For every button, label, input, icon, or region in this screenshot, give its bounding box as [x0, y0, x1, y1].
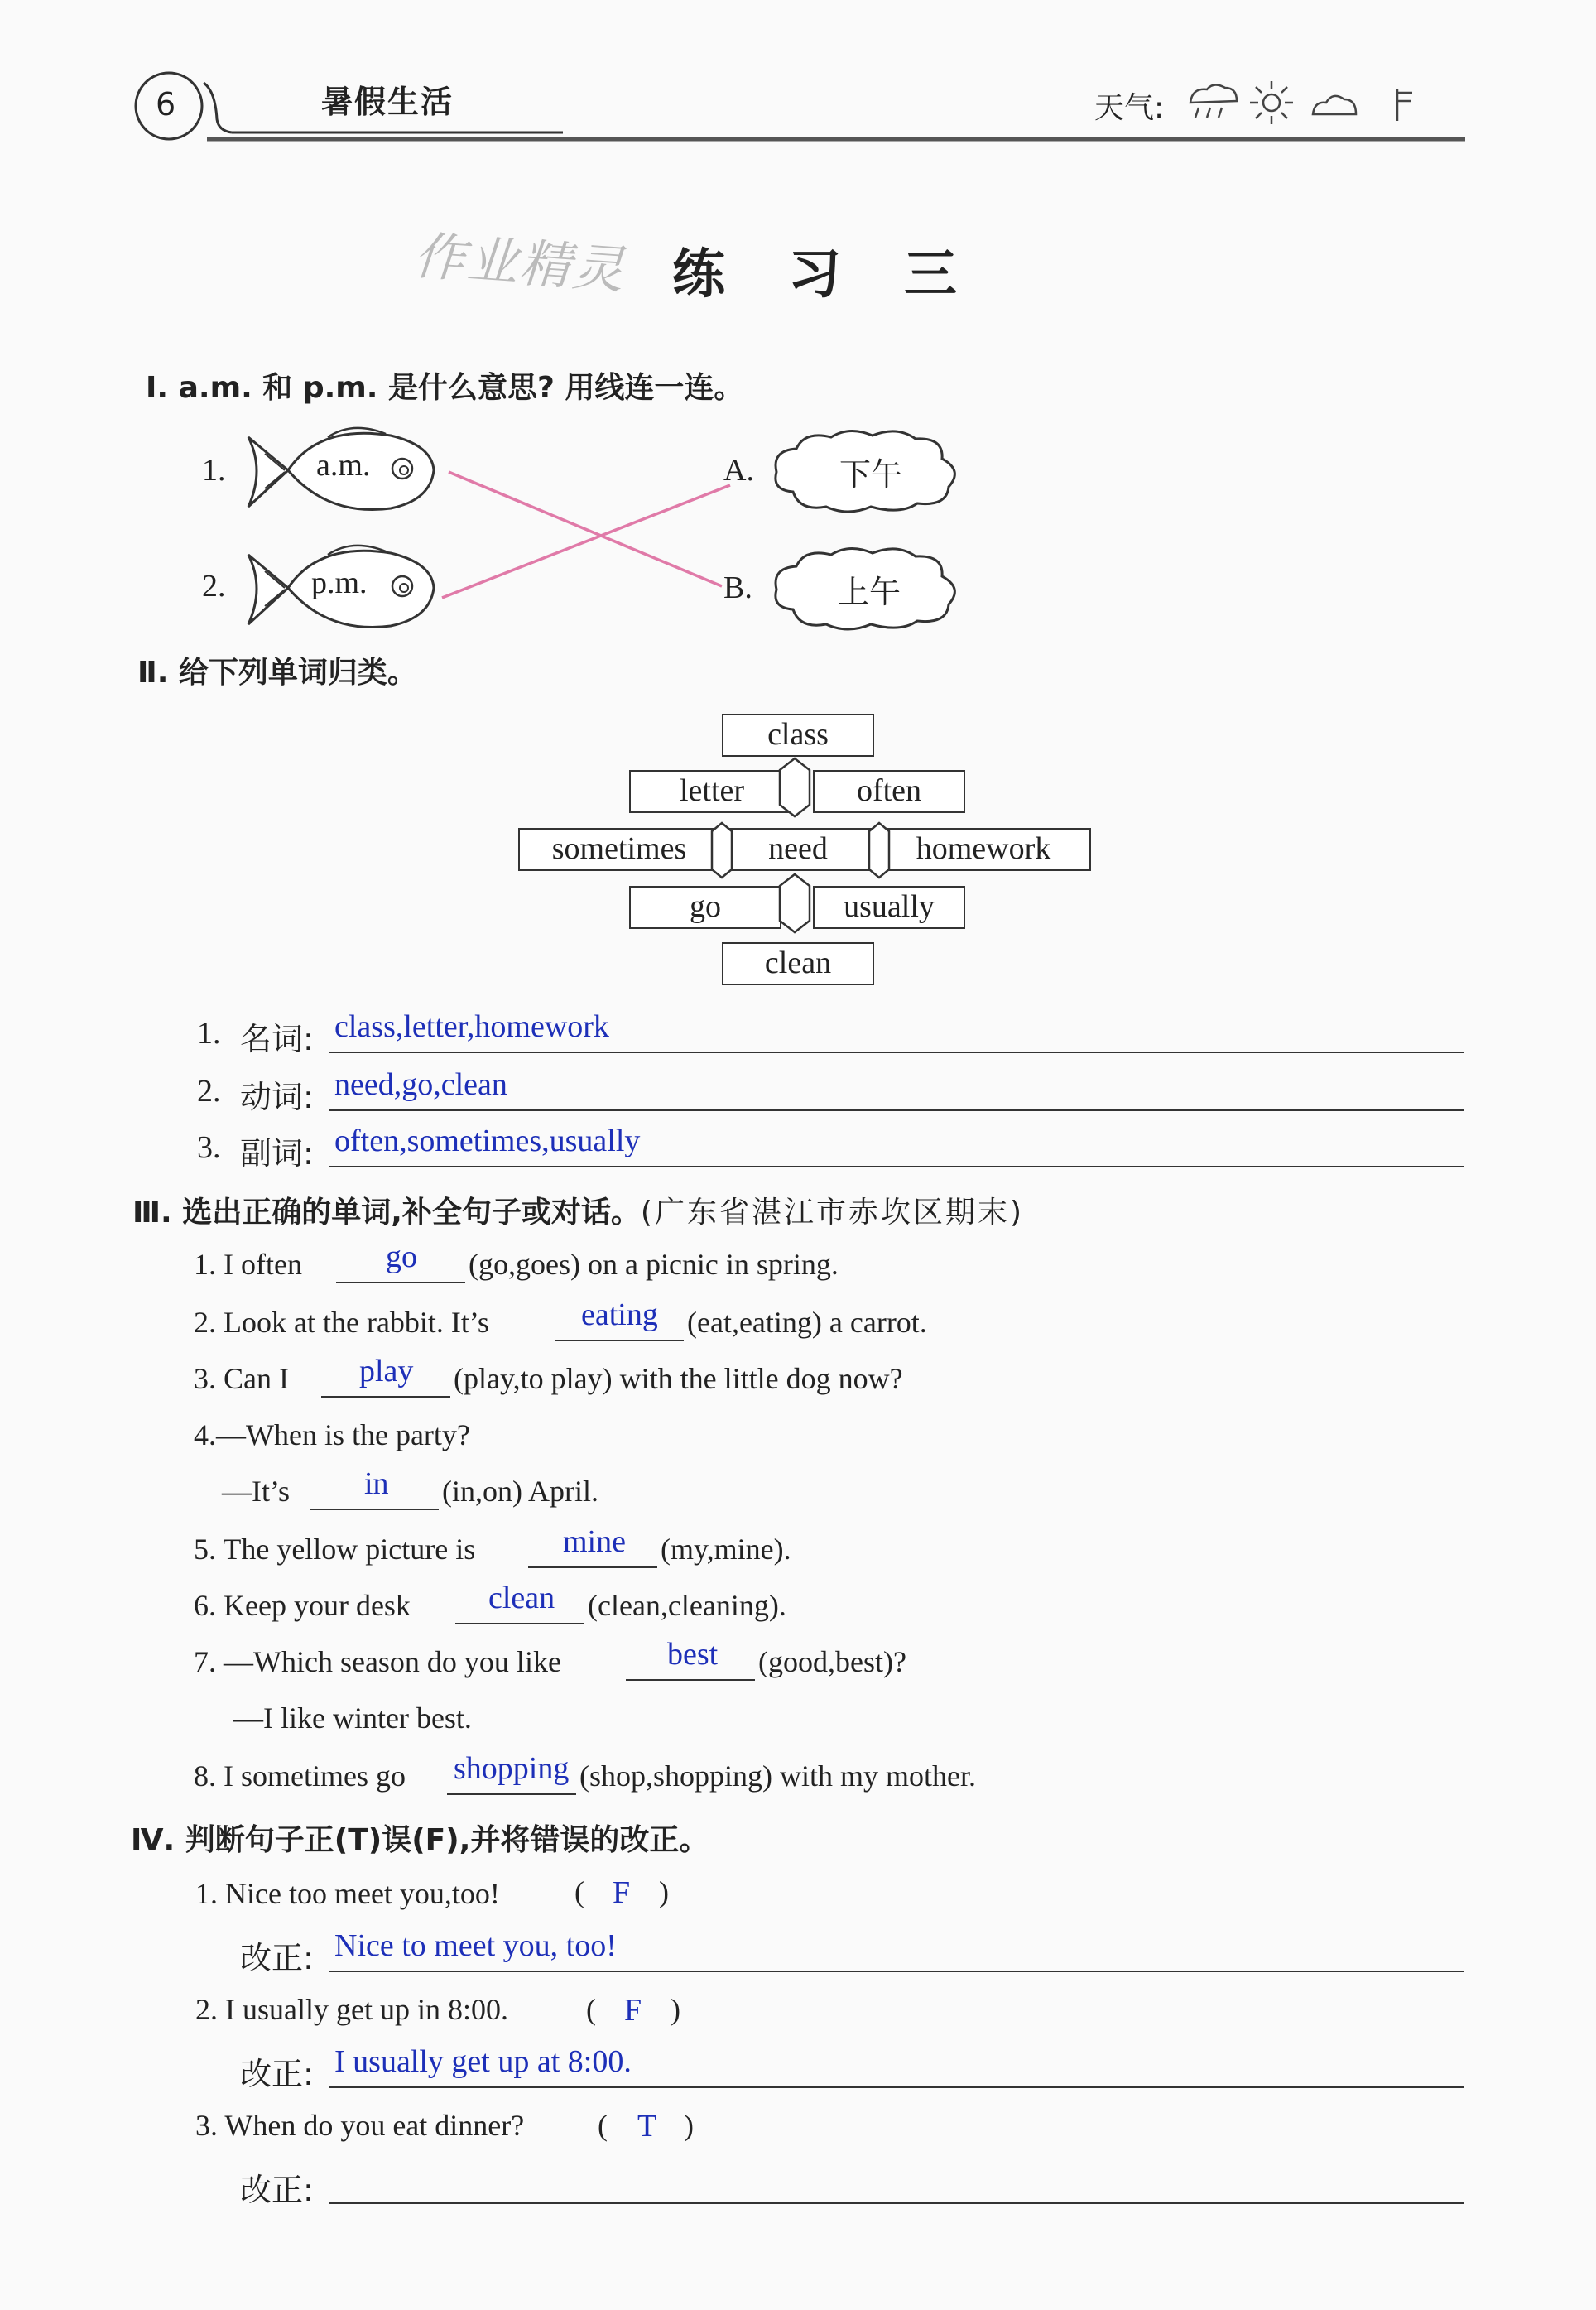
fill-answer: in	[364, 1466, 389, 1501]
answer-line	[329, 1166, 1464, 1167]
match-item-num: 2.	[202, 569, 226, 604]
word-box: sometimes	[518, 828, 720, 871]
fill-answer: go	[386, 1239, 417, 1274]
judge-item: 2. I usually get up in 8:00.	[195, 1993, 508, 2026]
fill-item: 1. I often	[194, 1248, 302, 1281]
fill-blank	[447, 1793, 576, 1795]
fill-blank	[310, 1509, 439, 1510]
fill-answer: best	[667, 1637, 719, 1672]
fill-blank	[528, 1566, 657, 1568]
judge-paren-open: (	[598, 2109, 608, 2142]
row-num: 2.	[197, 1074, 221, 1109]
noun-answer: class,letter,homework	[334, 1009, 609, 1044]
word-box: homework	[876, 828, 1091, 871]
answer-line	[329, 1052, 1464, 1053]
word-box: go	[629, 886, 781, 929]
fill-rest: (good,best)?	[758, 1645, 906, 1678]
fill-item: —It’s	[222, 1475, 291, 1508]
judge-paren-close: )	[659, 1875, 669, 1908]
judge-paren-open: (	[574, 1875, 584, 1908]
fix-label: 改正:	[240, 1940, 314, 1976]
book-title: 暑假生活	[321, 84, 454, 120]
fill-blank	[555, 1340, 684, 1341]
word-box: class	[722, 714, 874, 757]
correction-answer: I usually get up at 8:00.	[334, 2044, 632, 2079]
section1-heading: Ⅰ. a.m. 和 p.m. 是什么意思? 用线连一连。	[146, 371, 744, 405]
match-lines	[430, 455, 745, 613]
watermark: 作业精灵	[411, 225, 627, 301]
fill-item: 8. I sometimes go	[194, 1759, 406, 1793]
option-letter: A.	[723, 453, 754, 488]
judge-paren-close: )	[671, 1993, 680, 2026]
fill-item: 5. The yellow picture is	[194, 1533, 476, 1566]
fill-item: 4.—When is the party?	[194, 1418, 470, 1451]
fill-answer: shopping	[454, 1751, 570, 1786]
fill-rest: (go,goes) on a picnic in spring.	[469, 1248, 839, 1281]
fill-rest: (play,to play) with the little dog now?	[454, 1362, 903, 1395]
section3-heading	[132, 1189, 1024, 1231]
section4-heading: Ⅳ. 判断句子正(T)误(F),并将错误的改正。	[131, 1823, 709, 1857]
row-label: 动词:	[240, 1079, 314, 1115]
fill-rest: (my,mine).	[661, 1533, 791, 1566]
correction-answer: Nice to meet you, too!	[334, 1928, 617, 1963]
row-num: 3.	[197, 1130, 221, 1165]
fill-answer: mine	[563, 1524, 626, 1559]
cloud-label: 上午	[838, 574, 901, 610]
word-box: clean	[722, 942, 874, 985]
row-label: 副词:	[240, 1135, 314, 1172]
diagram-connectors	[705, 815, 896, 889]
fill-blank	[455, 1623, 584, 1624]
fill-blank	[626, 1679, 755, 1681]
answer-line	[329, 2202, 1464, 2204]
judge-item: 3. When do you eat dinner?	[195, 2109, 525, 2142]
judge-paren-open: (	[586, 1993, 596, 2026]
exercise-title: 练 习 三	[672, 245, 982, 304]
match-item-num: 1.	[202, 453, 226, 488]
page-number: 6	[156, 86, 176, 123]
answer-line	[329, 1109, 1464, 1111]
fill-rest: (in,on) April.	[442, 1475, 598, 1508]
fill-blank	[321, 1396, 450, 1398]
row-label: 名词:	[240, 1021, 314, 1057]
fill-answer: clean	[488, 1581, 555, 1615]
row-num: 1.	[197, 1016, 221, 1051]
fill-rest: (eat,eating) a carrot.	[687, 1306, 927, 1339]
judge-item: 1. Nice too meet you,too!	[195, 1877, 500, 1910]
fill-rest: (clean,cleaning).	[588, 1589, 786, 1622]
wind-flag-icon	[1392, 86, 1417, 123]
word-box: need	[722, 828, 874, 871]
section3-source: (广东省湛江市赤坎区期末)	[640, 1196, 1025, 1230]
fill-item: 7. —Which season do you like	[194, 1645, 561, 1678]
judge-paren-close: )	[684, 2109, 694, 2142]
fix-label: 改正:	[240, 2172, 314, 2208]
judge-answer: F	[624, 1993, 642, 2028]
fill-item: —I like winter best.	[233, 1701, 472, 1735]
fix-label: 改正:	[240, 2056, 314, 2092]
judge-answer: F	[613, 1875, 631, 1910]
fill-answer: play	[359, 1354, 414, 1388]
fill-blank	[336, 1282, 465, 1283]
fill-rest: (shop,shopping) with my mother.	[579, 1759, 976, 1793]
fill-answer: eating	[581, 1297, 658, 1332]
word-box: often	[813, 770, 965, 813]
sun-icon	[1248, 79, 1295, 126]
cloud-icon	[1310, 89, 1359, 119]
fish-label: a.m.	[316, 448, 371, 483]
section2-heading: Ⅱ. 给下列单词归类。	[137, 656, 417, 690]
section3-title: Ⅲ. 选出正确的单词,补全句子或对话。	[132, 1196, 641, 1230]
verb-answer: need,go,clean	[334, 1067, 507, 1102]
fish-label: p.m.	[311, 565, 368, 600]
judge-answer: T	[637, 2109, 657, 2144]
word-box: letter	[629, 770, 795, 813]
word-box: usually	[813, 886, 965, 929]
weather-label: 天气:	[1094, 91, 1165, 125]
option-letter: B.	[723, 570, 752, 605]
fill-item: 3. Can I	[194, 1362, 289, 1395]
rain-icon	[1185, 81, 1243, 123]
fill-item: 6. Keep your desk	[194, 1589, 411, 1622]
cloud-label: 下午	[839, 456, 903, 493]
fill-item: 2. Look at the rabbit. It’s	[194, 1306, 489, 1339]
answer-line	[329, 2086, 1464, 2088]
adverb-answer: often,sometimes,usually	[334, 1124, 641, 1158]
answer-line	[329, 1971, 1464, 1972]
